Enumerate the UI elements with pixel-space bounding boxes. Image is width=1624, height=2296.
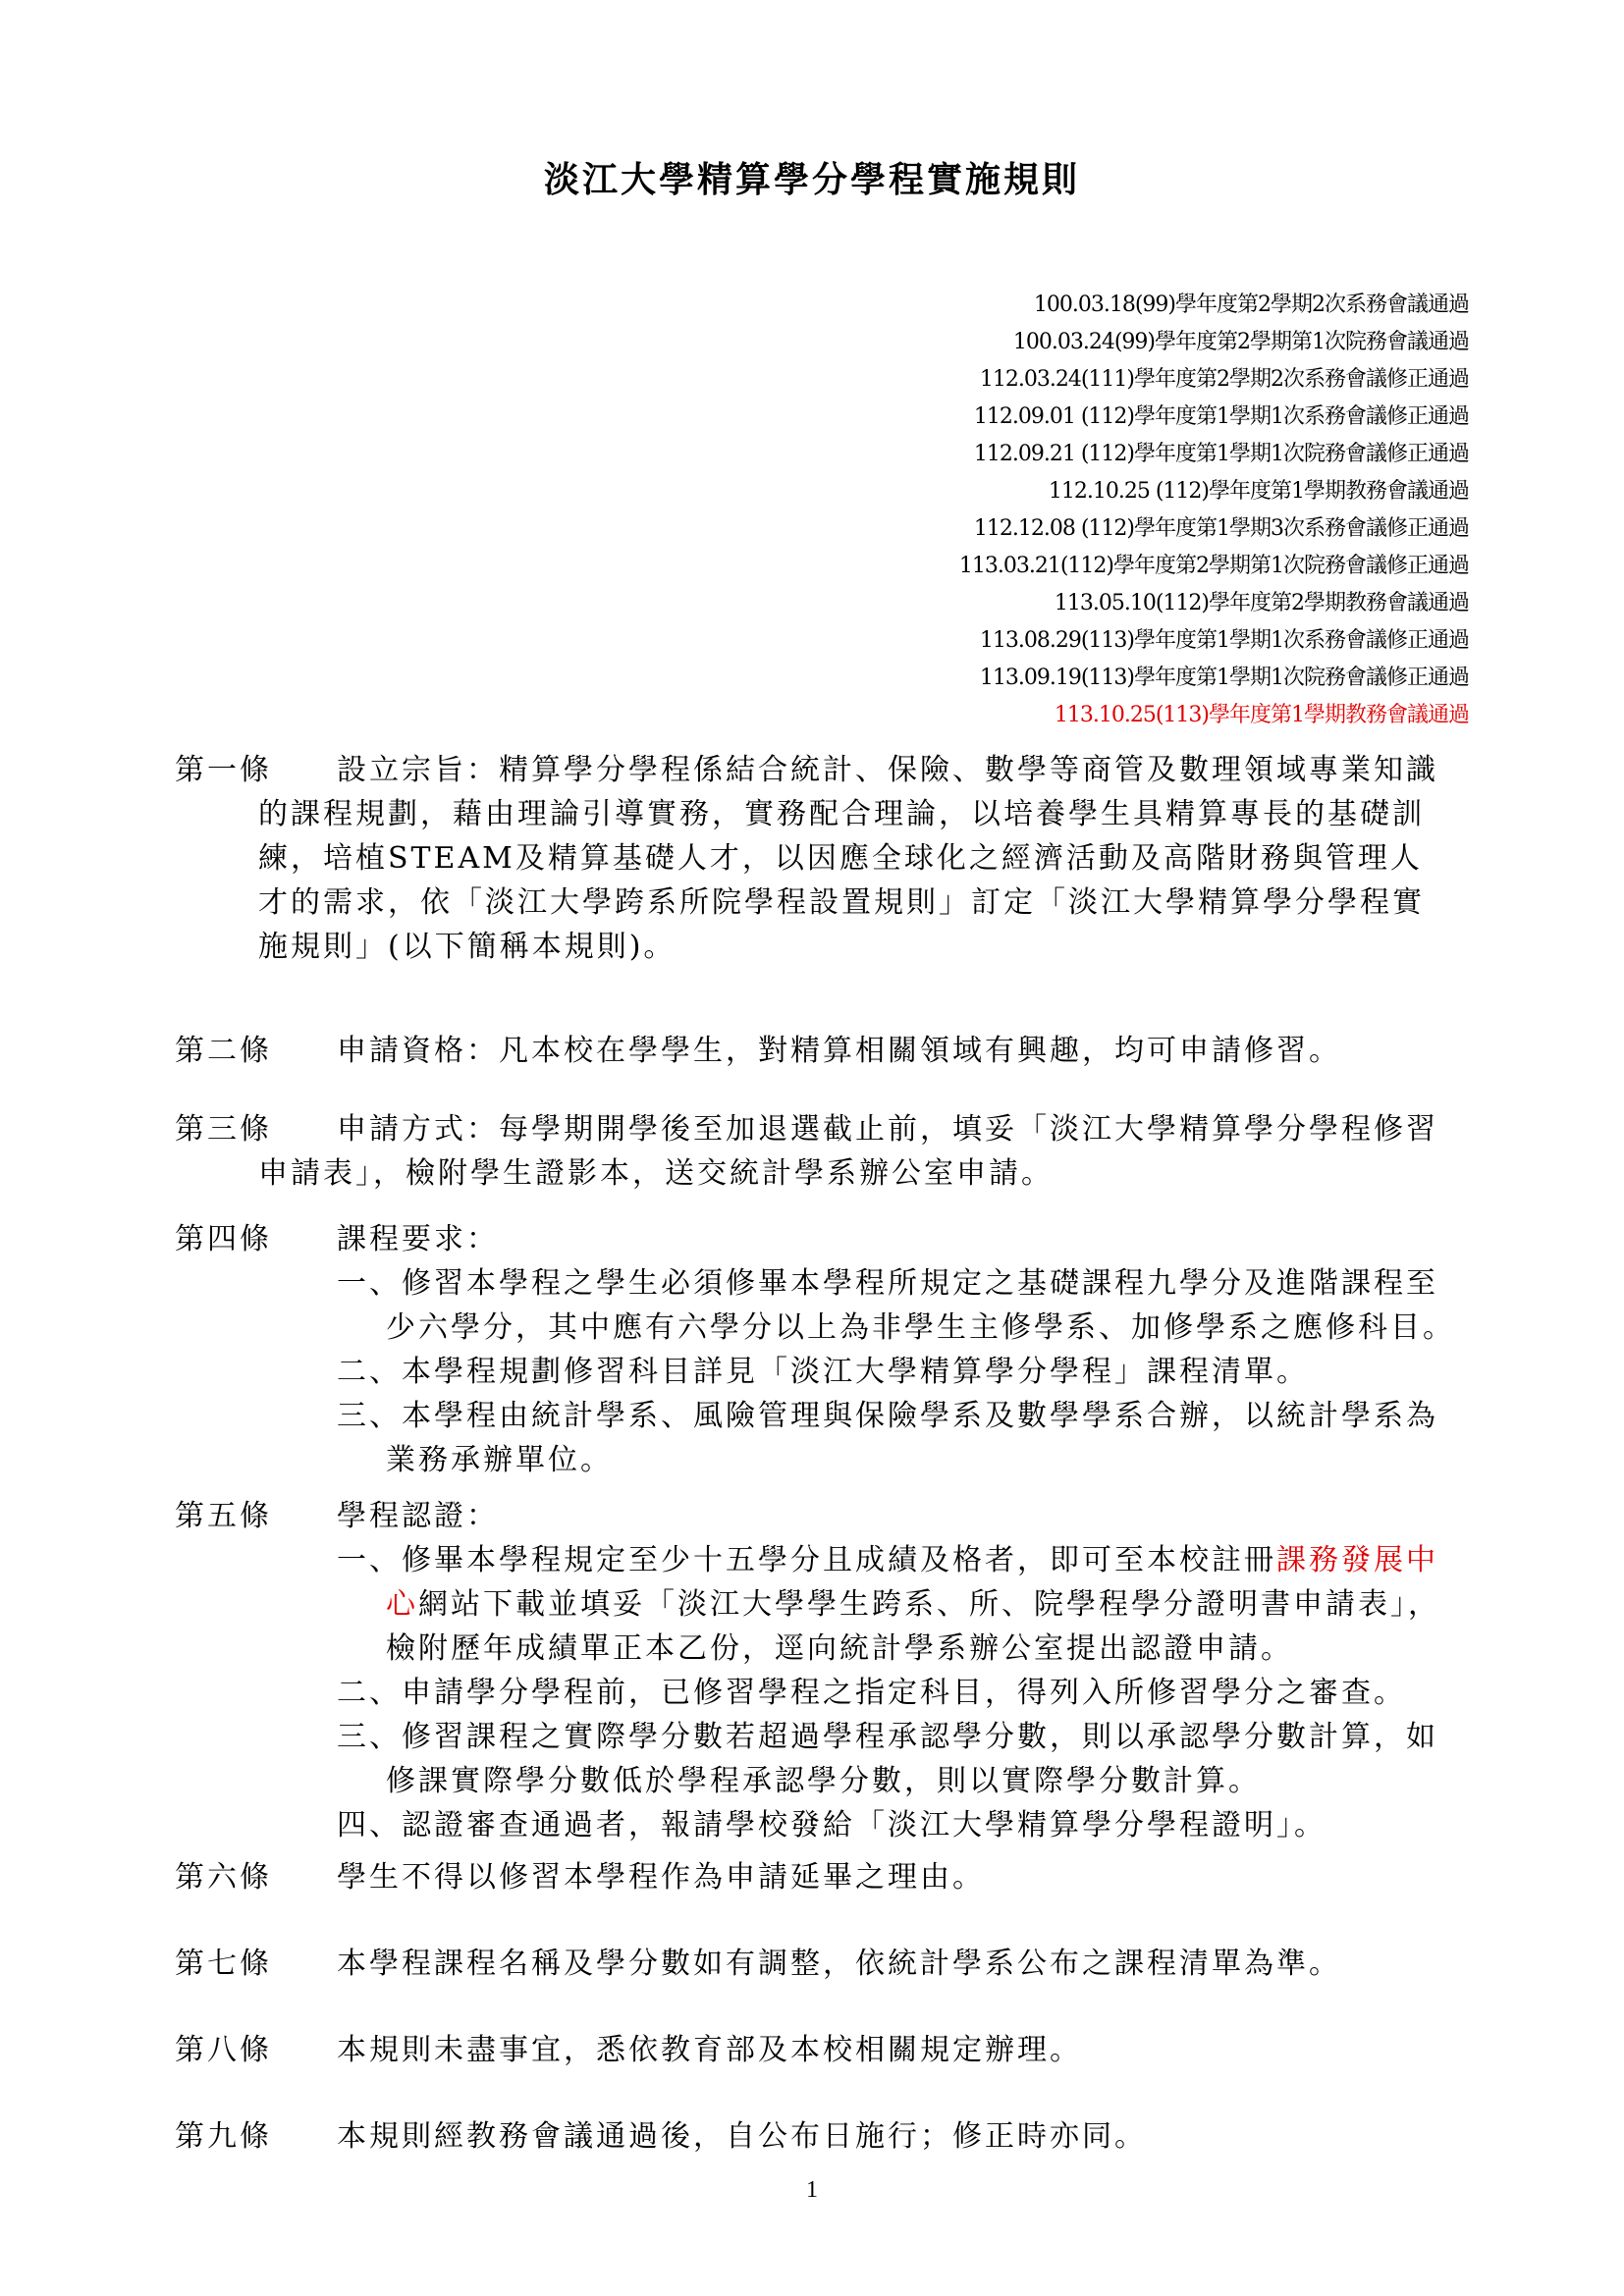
article-number: 第六條 xyxy=(175,1860,272,1895)
list-item-continuation: 少六學分，其中應有六學分以上為非學生主修學系、加修學系之應修科目。 xyxy=(386,1310,1455,1345)
article-text-line: 設立宗旨：精算學分學程係結合統計、保險、數學等商管及數理領域專業知識 xyxy=(337,753,1438,787)
revision-entry: 112.09.21 (112)學年度第1學期1次院務會議修正通過 xyxy=(973,442,1469,466)
revision-entry: 113.09.19(113)學年度第1學期1次院務會議修正通過 xyxy=(979,666,1469,690)
article-text-line: 施規則」(以下簡稱本規則)。 xyxy=(258,930,677,964)
revision-entry: 113.08.29(113)學年度第1學期1次系務會議修正通過 xyxy=(979,628,1469,653)
list-item: 二、本學程規劃修習科目詳見「淡江大學精算學分學程」課程清單。 xyxy=(337,1355,1309,1389)
revision-entry: 100.03.18(99)學年度第2學期2次系務會議通過 xyxy=(1033,293,1469,317)
article-number: 第九條 xyxy=(175,2119,272,2154)
revision-entry: 112.09.01 (112)學年度第1學期1次系務會議修正通過 xyxy=(973,404,1469,429)
article-number: 第五條 xyxy=(175,1499,272,1533)
highlighted-text: 心 xyxy=(386,1587,418,1622)
list-item-continuation: 修課實際學分數低於學程承認學分數，則以實際學分數計算。 xyxy=(386,1764,1261,1798)
list-item-text: 一、修畢本學程規定至少十五學分且成績及格者，即可至本校註冊 xyxy=(337,1543,1276,1577)
article-text: 本學程課程名稱及學分數如有調整，依統計學系公布之課程清單為準。 xyxy=(337,1947,1341,1981)
document-title: 淡江大學精算學分學程實施規則 xyxy=(543,160,1080,200)
article-number: 第四條 xyxy=(175,1222,272,1256)
article-text-line: 練，培植STEAM及精算基礎人才，以因應全球化之經濟活動及高階財務與管理人 xyxy=(258,841,1423,876)
revision-entry: 113.03.21(112)學年度第2學期第1次院務會議修正通過 xyxy=(958,554,1469,578)
revision-entry: 112.12.08 (112)學年度第1學期3次系務會議修正通過 xyxy=(973,516,1469,541)
article-heading: 學程認證： xyxy=(337,1499,499,1533)
revision-entry: 112.10.25 (112)學年度第1學期教務會議通過 xyxy=(1048,479,1469,504)
list-item: 二、申請學分學程前，已修習學程之指定科目，得列入所修習學分之審查。 xyxy=(337,1676,1406,1710)
article-text-line: 才的需求，依「淡江大學跨系所院學程設置規則」訂定「淡江大學精算學分學程實 xyxy=(258,885,1425,920)
article-text: 申請資格：凡本校在學學生，對精算相關領域有興趣，均可申請修習。 xyxy=(337,1034,1341,1068)
list-item-continuation: 業務承辦單位。 xyxy=(386,1443,613,1477)
article-number: 第七條 xyxy=(175,1947,272,1981)
list-item-text: 網站下載並填妥「淡江大學學生跨系、所、院學程學分證明書申請表」， xyxy=(418,1587,1440,1622)
page-number: 1 xyxy=(806,2177,818,2203)
article-text: 本規則未盡事宜，悉依教育部及本校相關規定辦理。 xyxy=(337,2033,1082,2067)
revision-entry: 113.05.10(112)學年度第2學期教務會議通過 xyxy=(1054,591,1469,615)
list-item: 一、修習本學程之學生必須修畢本學程所規定之基礎課程九學分及進階課程至 xyxy=(337,1266,1438,1301)
list-item: 三、修習課程之實際學分數若超過學程承認學分數，則以承認學分數計算，如 xyxy=(337,1720,1438,1754)
article-number: 第三條 xyxy=(175,1112,272,1147)
list-item xyxy=(337,1538,1476,1582)
list-item-continuation: 檢附歷年成績單正本乙份，逕向統計學系辦公室提出認證申請。 xyxy=(386,1631,1293,1666)
highlighted-text: 課務發展中 xyxy=(1276,1543,1438,1577)
revision-history xyxy=(723,287,1469,734)
article-text-line: 申請表」，檢附學生證影本，送交統計學系辦公室申請。 xyxy=(258,1156,1054,1191)
revision-entry: 112.03.24(111)學年度第2學期2次系務會議修正通過 xyxy=(979,367,1469,392)
article-text: 學生不得以修習本學程作為申請延畢之理由。 xyxy=(337,1860,985,1895)
revision-entry-latest: 113.10.25(113)學年度第1學期教務會議通過 xyxy=(1054,703,1469,727)
article-heading: 課程要求： xyxy=(337,1222,499,1256)
article-number: 第八條 xyxy=(175,2033,272,2067)
article-text-line: 的課程規劃，藉由理論引導實務，實務配合理論，以培養學生具精算專長的基礎訓 xyxy=(258,797,1425,831)
list-item-continuation xyxy=(386,1582,1476,1627)
article-text: 本規則經教務會議通過後，自公布日施行；修正時亦同。 xyxy=(337,2119,1147,2154)
article-number: 第一條 xyxy=(175,753,272,787)
article-text-line: 申請方式：每學期開學後至加退選截止前，填妥「淡江大學精算學分學程修習 xyxy=(337,1112,1438,1147)
list-item: 三、本學程由統計學系、風險管理與保險學系及數學學系合辦，以統計學系為 xyxy=(337,1399,1438,1433)
article-number: 第二條 xyxy=(175,1034,272,1068)
list-item: 四、認證審查通過者，報請學校發給「淡江大學精算學分學程證明」。 xyxy=(337,1808,1326,1842)
revision-entry: 100.03.24(99)學年度第2學期第1次院務會議通過 xyxy=(1012,330,1469,354)
